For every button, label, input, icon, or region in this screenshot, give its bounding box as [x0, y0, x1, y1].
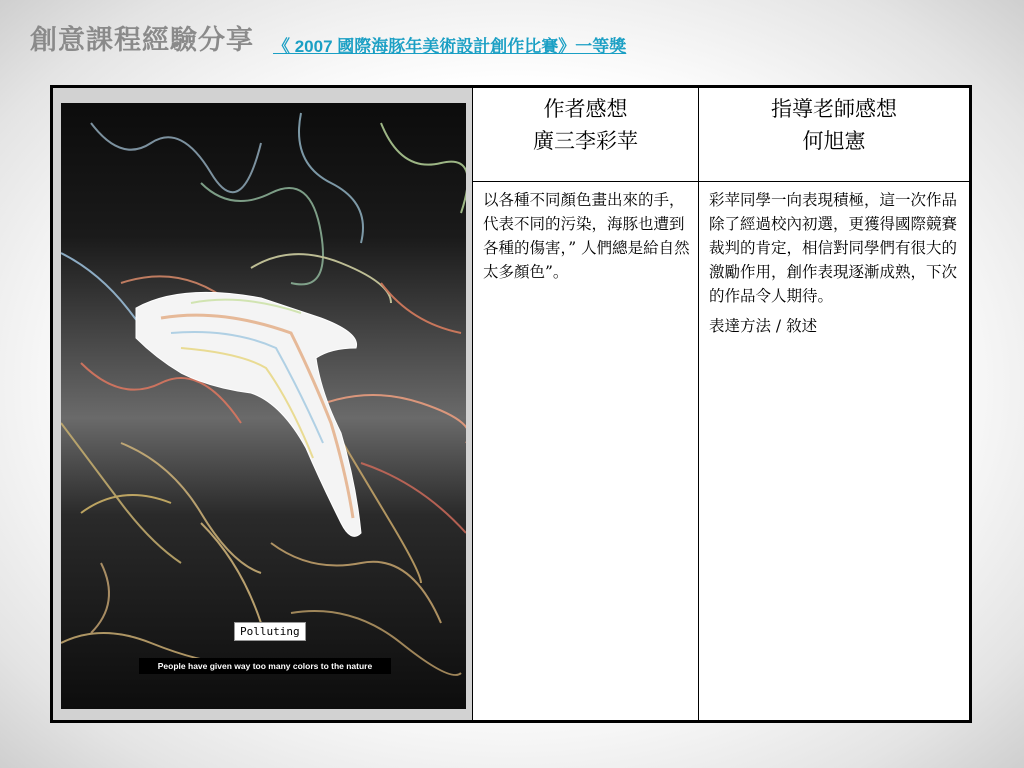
teacher-reflection [699, 182, 969, 338]
author-column [473, 88, 699, 720]
teacher-heading [699, 88, 969, 182]
artwork-cell [53, 88, 473, 720]
author-reflection [473, 182, 698, 284]
polluting-tag: Polluting [234, 622, 306, 641]
author-reflection-text: 以各種不同顏色畫出來的手，代表不同的污染，海豚也遭到各種的傷害，” 人們總是給自然太多顏色”。 [483, 191, 690, 281]
teacher-heading-label: 指導老師感想 [771, 97, 897, 121]
author-heading [473, 88, 698, 182]
award-link[interactable]: 《 2007 國際海豚年美術設計創作比賽》一等獎 [273, 37, 627, 56]
teacher-reflection-text: 彩苹同學一向表現積極，這一次作品除了經過校內初選，更獲得國際競賽裁判的肯定，相信對同學們有很大的激勵作用，創作表現逐漸成熟，下次的作品令人期待。 [709, 191, 958, 305]
slide-title: 創意課程經驗分享 [30, 25, 254, 56]
author-name: 廣三李彩苹 [533, 129, 638, 153]
poster-artwork [61, 103, 466, 709]
dolphin-poster-image [61, 103, 466, 709]
dolphin-shape [136, 292, 361, 536]
author-heading-label: 作者感想 [543, 97, 628, 121]
content-table [50, 85, 972, 723]
poster-caption: People have given way too many colors to the nature [139, 658, 391, 674]
teacher-column [699, 88, 969, 720]
teacher-name: 何旭憲 [802, 129, 866, 153]
teacher-method-text: 表達方法 / 敘述 [709, 317, 818, 335]
